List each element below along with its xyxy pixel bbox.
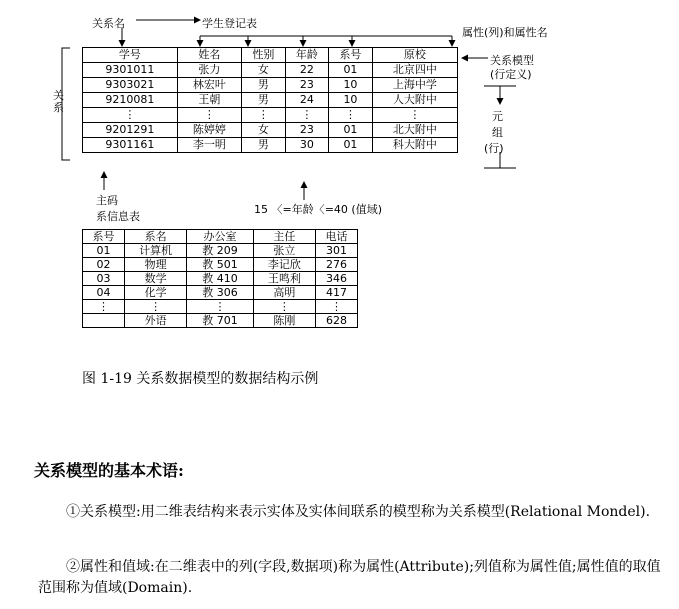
tuple-label-2: 组 (492, 126, 503, 139)
dept-table-name-label: 系信息表 (96, 210, 140, 223)
table-cell: 男 (242, 78, 286, 93)
table-cell: ⋮ (372, 108, 457, 123)
paragraph-attribute-domain: ②属性和值域:在二维表中的列(字段,数据项)称为属性(Attribute);列值称为属性值;属性值的取值范围称为值域(Domain). (38, 559, 661, 596)
table-cell: 张力 (177, 63, 241, 78)
table-cell: ⋮ (83, 108, 178, 123)
table-cell: 王鸣利 (253, 272, 315, 286)
relation-schema-label: 关系模型 (490, 54, 534, 67)
student-table (82, 47, 458, 153)
table-cell: 22 (285, 63, 329, 78)
table-cell: 男 (242, 138, 286, 153)
table-cell: 9303021 (83, 78, 178, 93)
table-row (83, 286, 358, 300)
domain-note: 15 〈=年龄〈=40 (值域) (254, 203, 383, 216)
table-cell: 24 (285, 93, 329, 108)
table-row (83, 63, 458, 78)
table-cell: 23 (285, 123, 329, 138)
table-cell: 10 (329, 78, 373, 93)
student-col-header: 原校 (372, 48, 457, 63)
dept-col-header: 电话 (315, 230, 357, 244)
table-row (83, 272, 358, 286)
table-row (83, 138, 458, 153)
table-cell: 李一明 (177, 138, 241, 153)
table-cell: ⋮ (83, 300, 125, 314)
table-cell: ⋮ (329, 108, 373, 123)
tuple-label-1: 元 (492, 110, 503, 123)
table-cell: 10 (329, 93, 373, 108)
figure-caption: 图 1-19 关系数据模型的数据结构示例 (82, 371, 319, 387)
table-cell: 北京四中 (372, 63, 457, 78)
table-cell: ⋮ (125, 300, 187, 314)
student-table-header-row (83, 48, 458, 63)
relation-bracket (62, 48, 70, 160)
primary-key-label: 主码 (96, 194, 118, 207)
table-cell: ⋮ (285, 108, 329, 123)
table-cell: 女 (242, 123, 286, 138)
table-cell: 04 (83, 286, 125, 300)
dept-col-header: 办公室 (187, 230, 254, 244)
relation-schema-sub-label: (行定义) (490, 68, 532, 81)
table-cell: 01 (329, 123, 373, 138)
table-cell: 外语 (125, 314, 187, 328)
table-cell: 林宏叶 (177, 78, 241, 93)
table-cell: 教 410 (187, 272, 254, 286)
table-cell: 科大附中 (372, 138, 457, 153)
table-cell: 教 701 (187, 314, 254, 328)
table-row (83, 93, 458, 108)
dept-col-header: 系名 (125, 230, 187, 244)
table-cell: 276 (315, 258, 357, 272)
table-cell: 628 (315, 314, 357, 328)
table-cell: 教 306 (187, 286, 254, 300)
table-cell: 9301011 (83, 63, 178, 78)
table-cell: 教 209 (187, 244, 254, 258)
attribute-label: 属性(列)和属性名 (462, 26, 548, 39)
table-cell: 01 (329, 138, 373, 153)
table-cell: 张立 (253, 244, 315, 258)
relation-left-label: 关系 (53, 89, 64, 114)
table-row (83, 244, 358, 258)
student-col-header: 系号 (329, 48, 373, 63)
table-cell: 01 (83, 244, 125, 258)
table-cell: 陈婷婷 (177, 123, 241, 138)
table-cell: 03 (83, 272, 125, 286)
table-cell: 男 (242, 93, 286, 108)
table-cell: 计算机 (125, 244, 187, 258)
table-cell: ⋮ (253, 300, 315, 314)
dept-table (82, 229, 358, 328)
table-cell: 数学 (125, 272, 187, 286)
paragraph-relational-model: ①关系模型:用二维表结构来表示实体及实体间联系的模型称为关系模型(Relational Mondel). (66, 504, 651, 520)
table-cell (83, 314, 125, 328)
table-cell: ⋮ (177, 108, 241, 123)
dept-table-header-row (83, 230, 358, 244)
table-cell: 李记欣 (253, 258, 315, 272)
dept-col-header: 系号 (83, 230, 125, 244)
table-cell: 02 (83, 258, 125, 272)
student-col-header: 性别 (242, 48, 286, 63)
student-col-header: 姓名 (177, 48, 241, 63)
student-col-header: 年龄 (285, 48, 329, 63)
table-cell: 上海中学 (372, 78, 457, 93)
student-table-name-label: 学生登记表 (202, 17, 257, 30)
table-cell: 417 (315, 286, 357, 300)
table-cell: ⋮ (242, 108, 286, 123)
table-row (83, 78, 458, 93)
tuple-label-3: (行) (484, 142, 504, 155)
table-cell: 301 (315, 244, 357, 258)
table-cell: ⋮ (187, 300, 254, 314)
table-cell: 9201291 (83, 123, 178, 138)
table-cell: 23 (285, 78, 329, 93)
table-cell: 9301161 (83, 138, 178, 153)
table-cell: 人大附中 (372, 93, 457, 108)
table-cell: 高明 (253, 286, 315, 300)
table-cell: 北大附中 (372, 123, 457, 138)
table-cell: 9210081 (83, 93, 178, 108)
table-row (83, 314, 358, 328)
dept-col-header: 主任 (253, 230, 315, 244)
table-cell: ⋮ (315, 300, 357, 314)
table-row (83, 258, 358, 272)
table-row-ellipsis (83, 300, 358, 314)
table-cell: 30 (285, 138, 329, 153)
table-row-ellipsis (83, 108, 458, 123)
table-row (83, 123, 458, 138)
relation-name-label: 关系名 (92, 17, 125, 30)
table-cell: 物理 (125, 258, 187, 272)
table-cell: 化学 (125, 286, 187, 300)
table-cell: 王朝 (177, 93, 241, 108)
table-cell: 教 501 (187, 258, 254, 272)
student-col-header: 学号 (83, 48, 178, 63)
table-cell: 女 (242, 63, 286, 78)
table-cell: 01 (329, 63, 373, 78)
table-cell: 陈刚 (253, 314, 315, 328)
table-cell: 346 (315, 272, 357, 286)
section-title: 关系模型的基本术语: (34, 461, 184, 480)
